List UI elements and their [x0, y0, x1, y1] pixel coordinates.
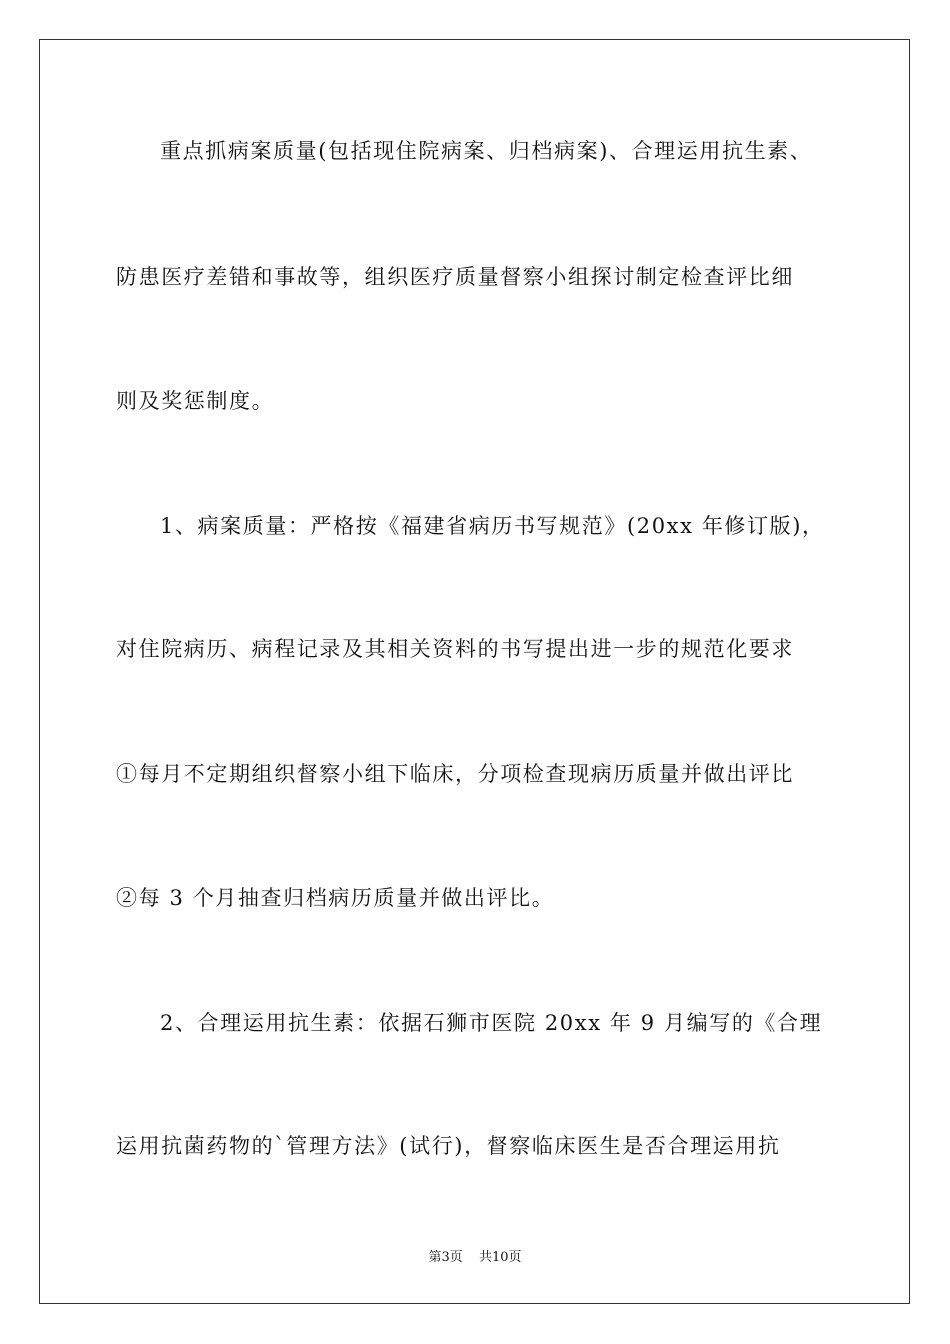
paragraph-line-3: 则及奖惩制度。 [116, 389, 275, 413]
paragraph-line-8: 2、合理运用抗生素：依据石狮市医院 20xx 年 9 月编写的《合理 [160, 1011, 823, 1035]
page-footer [0, 1246, 950, 1265]
paragraph-line-9: 运用抗菌药物的`管理方法》(试行)，督察临床医生是否合理运用抗 [116, 1134, 781, 1158]
page-number: 第3页 [428, 1250, 463, 1265]
paragraph-line-5: 对住院病历、病程记录及其相关资料的书写提出进一步的规范化要求 [116, 637, 794, 661]
page-border [39, 39, 910, 1304]
paragraph-line-4: 1、病案质量：严格按《福建省病历书写规范》(20xx 年修订版)， [160, 514, 825, 538]
paragraph-line-1: 重点抓病案质量(包括现住院病案、归档病案)、合理运用抗生素、 [160, 139, 813, 163]
paragraph-line-2: 防患医疗差错和事故等，组织医疗质量督察小组探讨制定检查评比细 [116, 265, 794, 289]
paragraph-line-7: ②每 3 个月抽查归档病历质量并做出评比。 [116, 886, 555, 910]
paragraph-line-6: ①每月不定期组织督察小组下临床，分项检查现病历质量并做出评比 [116, 762, 794, 786]
page-total: 共10页 [478, 1250, 522, 1265]
